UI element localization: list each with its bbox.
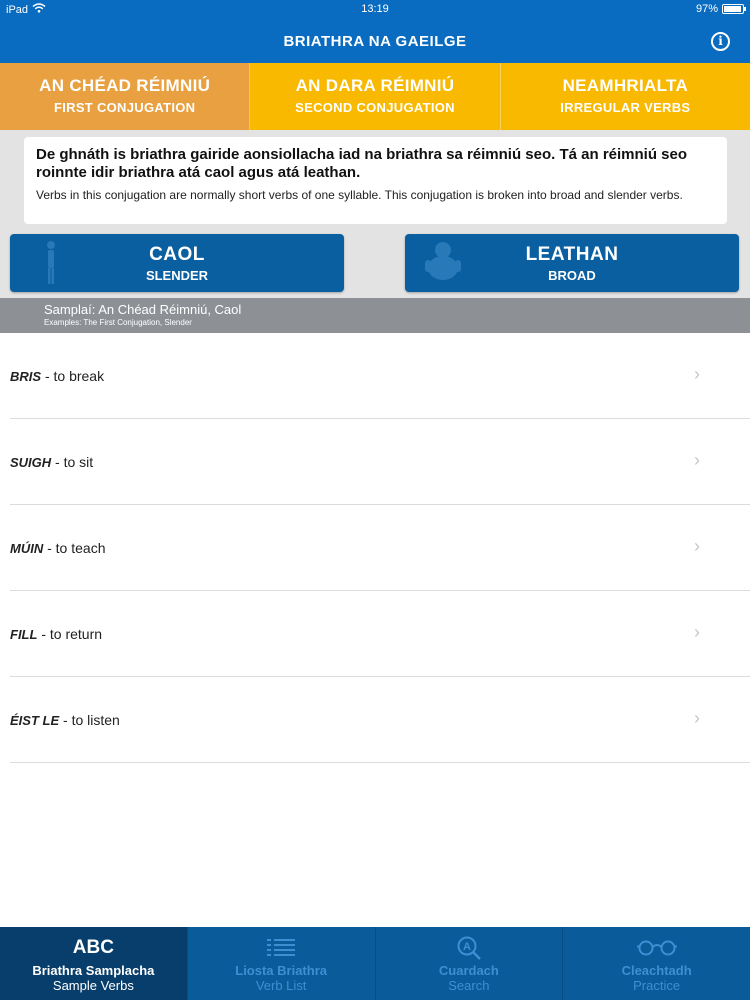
tab-sample-verbs[interactable] <box>0 927 188 1000</box>
svg-text:A: A <box>462 941 471 953</box>
description-irish: De ghnáth is briathra gairide aonsiollacha iad na briathra sa réimniú seo. Tá an réimniú seo roinnte idir briathra atá caol agus atá leathan. <box>36 146 688 181</box>
tab-second-conjugation[interactable] <box>250 63 500 130</box>
broad-label-english: BROAD <box>548 268 596 283</box>
app-title: BRIATHRA NA GAEILGE <box>283 33 467 50</box>
list-item-muin[interactable] <box>10 505 750 591</box>
tab-subtitle: Search <box>448 978 490 993</box>
tab-subtitle: Verb List <box>255 978 307 993</box>
tab-practice[interactable] <box>563 927 750 1000</box>
status-right <box>696 3 744 15</box>
tab-title: Liosta Briathra <box>235 963 327 978</box>
verb-meaning: - to listen <box>59 712 120 728</box>
status-time: 13:19 <box>361 3 389 15</box>
tab-label-english: SECOND CONJUGATION <box>295 100 455 115</box>
conjugation-tabs <box>0 63 750 130</box>
tab-title: Briathra Samplacha <box>32 963 155 978</box>
tab-search[interactable] <box>376 927 564 1000</box>
verb-name: ÉIST LE <box>10 713 60 728</box>
slender-label-irish: CAOL <box>149 244 205 265</box>
verb-meaning: - to return <box>37 626 103 642</box>
verb-list <box>0 333 750 763</box>
chevron-right-icon: › <box>694 622 700 642</box>
broad-figure-icon <box>423 240 463 289</box>
list-item-bris[interactable] <box>10 333 750 419</box>
slender-label-english: SLENDER <box>145 268 209 283</box>
battery-percent: 97% <box>695 3 718 15</box>
battery-icon <box>722 4 744 14</box>
chevron-right-icon: › <box>694 536 700 556</box>
glasses-icon <box>563 933 750 963</box>
verb-text <box>10 626 102 642</box>
list-item-fill[interactable] <box>10 591 750 677</box>
verb-text <box>10 454 93 470</box>
tab-label-english: FIRST CONJUGATION <box>53 100 196 115</box>
verb-meaning: - to teach <box>43 540 106 556</box>
broad-button[interactable] <box>405 234 739 292</box>
description-box <box>24 137 727 224</box>
verb-name: FILL <box>10 627 38 642</box>
verb-meaning: - to sit <box>51 454 94 470</box>
device-label: iPad <box>6 3 29 16</box>
description-english: Verbs in this conjugation are normally short verbs of one syllable. This conjugation is broken into broad and slender verbs. <box>36 188 683 202</box>
tab-label-english: IRREGULAR VERBS <box>560 100 691 115</box>
status-bar <box>0 0 750 20</box>
tab-label-irish: AN DARA RÉIMNIÚ <box>295 76 455 95</box>
search-icon <box>376 933 563 963</box>
slender-button[interactable] <box>10 234 344 292</box>
tab-first-conjugation[interactable] <box>0 63 250 130</box>
chevron-right-icon: › <box>694 708 700 728</box>
chevron-right-icon: › <box>694 450 700 470</box>
verb-meaning: - to break <box>41 368 105 384</box>
verb-name: MÚIN <box>10 541 44 556</box>
verb-name: SUIGH <box>10 455 52 470</box>
verb-text <box>10 540 105 556</box>
navigation-bar <box>0 20 750 63</box>
section-header <box>0 298 750 333</box>
tab-verb-list[interactable] <box>188 927 376 1000</box>
tab-subtitle: Practice <box>633 978 681 993</box>
tab-label-irish: NEAMHRIALTA <box>562 76 689 95</box>
slender-figure-icon <box>44 240 58 291</box>
broad-label-irish: LEATHAN <box>525 244 619 265</box>
tab-subtitle: Sample Verbs <box>52 978 134 993</box>
verb-text <box>10 712 120 728</box>
section-title-irish: Samplaí: An Chéad Réimniú, Caol <box>44 302 242 317</box>
tab-irregular-verbs[interactable] <box>501 63 750 130</box>
bottom-tab-bar <box>0 927 750 1000</box>
tab-title: Cleachtadh <box>621 963 692 978</box>
verb-text <box>10 368 104 384</box>
tab-title: Cuardach <box>438 963 499 978</box>
tab-label-irish: AN CHÉAD RÉIMNIÚ <box>39 76 211 95</box>
list-item-suigh[interactable] <box>10 419 750 505</box>
section-title-english: Examples: The First Conjugation, Slender <box>44 318 192 327</box>
list-icon <box>188 933 375 963</box>
info-button[interactable]: i <box>711 32 730 51</box>
abc-icon: ABC <box>72 937 114 958</box>
list-item-eist-le[interactable] <box>10 677 750 763</box>
verb-name: BRIS <box>10 369 42 384</box>
chevron-right-icon: › <box>694 364 700 384</box>
